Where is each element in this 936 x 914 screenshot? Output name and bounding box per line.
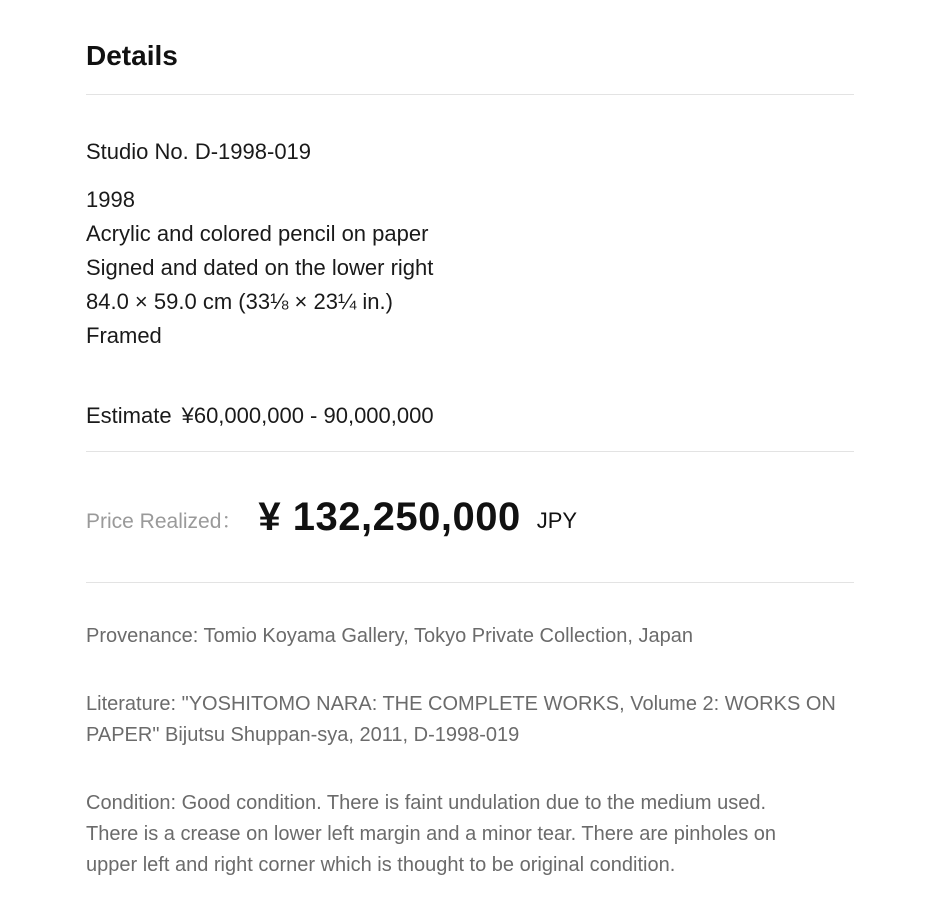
artwork-medium: Acrylic and colored pencil on paper (86, 221, 429, 246)
artwork-dimensions: 84.0 × 59.0 cm (33⅛ × 23¼ in.) (86, 289, 393, 314)
artwork-signature: Signed and dated on the lower right (86, 255, 434, 280)
provenance-text: Provenance: Tomio Koyama Gallery, Tokyo Private Collection, Japan (86, 625, 693, 647)
estimate-value: ¥60,000,000 - 90,000,000 (181, 403, 434, 428)
literature-text (86, 689, 854, 751)
price-currency: JPY (536, 508, 578, 533)
literature-line: PAPER" Bijutsu Shuppan-sya, 2011, D-1998-019 (86, 724, 520, 746)
details-heading: Details (86, 40, 178, 71)
artwork-framing: Framed (86, 323, 162, 348)
divider (86, 582, 854, 583)
price-realized-value: ¥ 132,250,000 (258, 494, 521, 539)
condition-line: upper left and right corner which is thought to be original condition. (86, 854, 676, 876)
artwork-year: 1998 (86, 187, 135, 212)
literature-line: Literature: "YOSHITOMO NARA: THE COMPLETE WORKS, Volume 2: WORKS ON (86, 693, 836, 715)
condition-text (86, 788, 854, 881)
artwork-specs (86, 183, 854, 353)
condition-line: Condition: Good condition. There is faint undulation due to the medium used. (86, 792, 767, 814)
condition-line: There is a crease on lower left margin and a minor tear. There are pinholes on (86, 823, 776, 845)
price-realized (86, 452, 854, 582)
estimate (86, 399, 854, 433)
price-realized-label: Price Realized： (86, 510, 243, 533)
divider (86, 94, 854, 95)
studio-number: Studio No. D-1998-019 (86, 139, 312, 164)
estimate-label: Estimate (86, 403, 172, 428)
